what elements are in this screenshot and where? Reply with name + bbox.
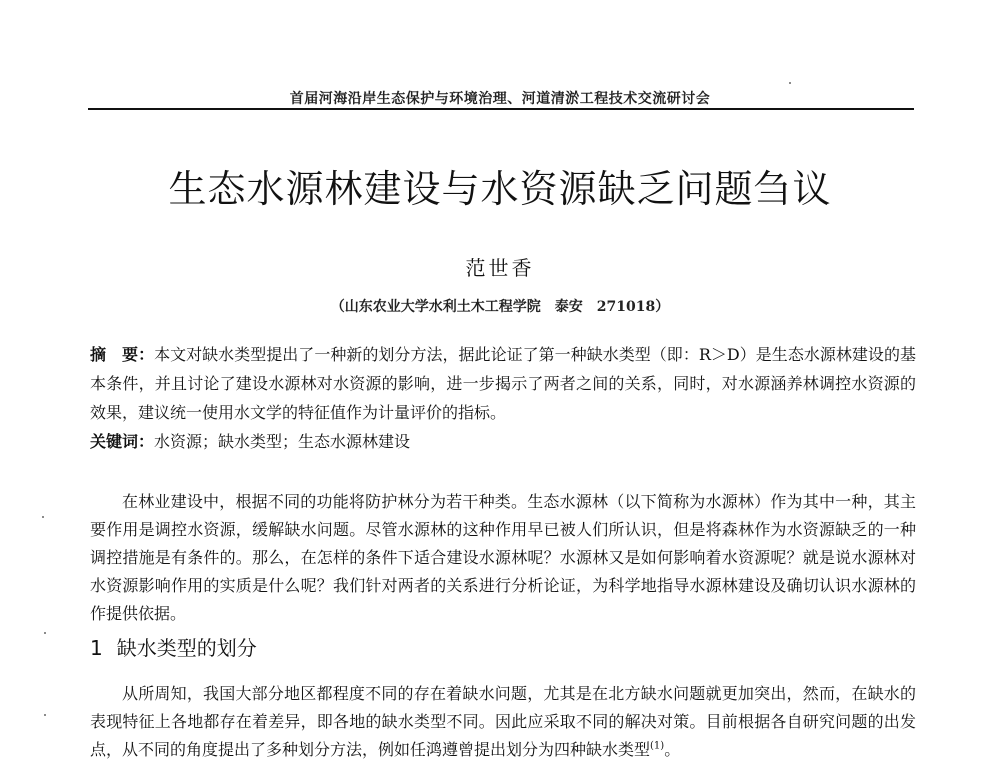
section-number: 1 [90,636,103,660]
keywords-label: 关键词： [90,432,155,451]
citation-marker: (1) [650,740,665,752]
scan-speck [789,82,791,84]
keywords [90,427,916,456]
section-heading [90,632,257,661]
running-header: 首届河海沿岸生态保护与环境治理、河道清淤工程技术交流研讨会 [289,91,711,107]
paper-title: 生态水源林建设与水资源缺乏问题刍议 [168,167,832,211]
header-rule [88,108,914,110]
scan-speck [44,632,46,634]
keywords-text: 水资源；缺水类型；生态水源林建设 [154,432,411,451]
section-text: 从所周知，我国大部分地区都程度不同的存在着缺水问题，尤其是在北方缺水问题就更加突出，然而，在缺水的表现特征上各地都存在着差异，即各地的缺水类型不同。因此应采取不同的解决对策。目前根据各自研究问题的出发点，从不同的角度提出了多种划分方法，例如任鸿遵曾提出划分为四种缺水类型 [90,684,916,759]
author-affiliation: （山东农业大学水利土木工程学院 泰安 271018） [330,299,670,315]
abstract-label: 摘 要： [90,345,155,364]
section-title: 缺水类型的划分 [116,636,257,660]
intro-paragraph: 在林业建设中，根据不同的功能将防护林分为若干种类。生态水源林（以下简称为水源林）作为其中一种，其主要作用是调控水资源，缓解缺水问题。尽管水源林的这种作用早已被人们所认识，但是将森林作为水资源缺乏的一种调控措施是有条件的。那么，在怎样的条件下适合建设水源林呢？水源林又是如何影响着水资源呢？就是说水源林对水资源影响作用的实质是什么呢？我们针对两者的关系进行分析论证，为科学地指导水源林建设及确切认识水源林的作提供依据。 [90,492,916,623]
abstract-text: 本文对缺水类型提出了一种新的划分方法，据此论证了第一种缺水类型（即：R＞D）是生态水源林建设的基本条件，并且讨论了建设水源林对水资源的影响，进一步揭示了两者之间的关系，同时，对水源涵养林调控水资源的效果，建议统一使用水文学的特征值作为计量评价的指标。 [90,345,916,422]
scan-speck [44,714,46,716]
abstract [90,340,916,427]
section-paragraph [90,680,916,764]
author-name: 范世香 [465,256,535,280]
section-text-end: 。 [664,740,681,759]
scan-speck [42,516,44,518]
